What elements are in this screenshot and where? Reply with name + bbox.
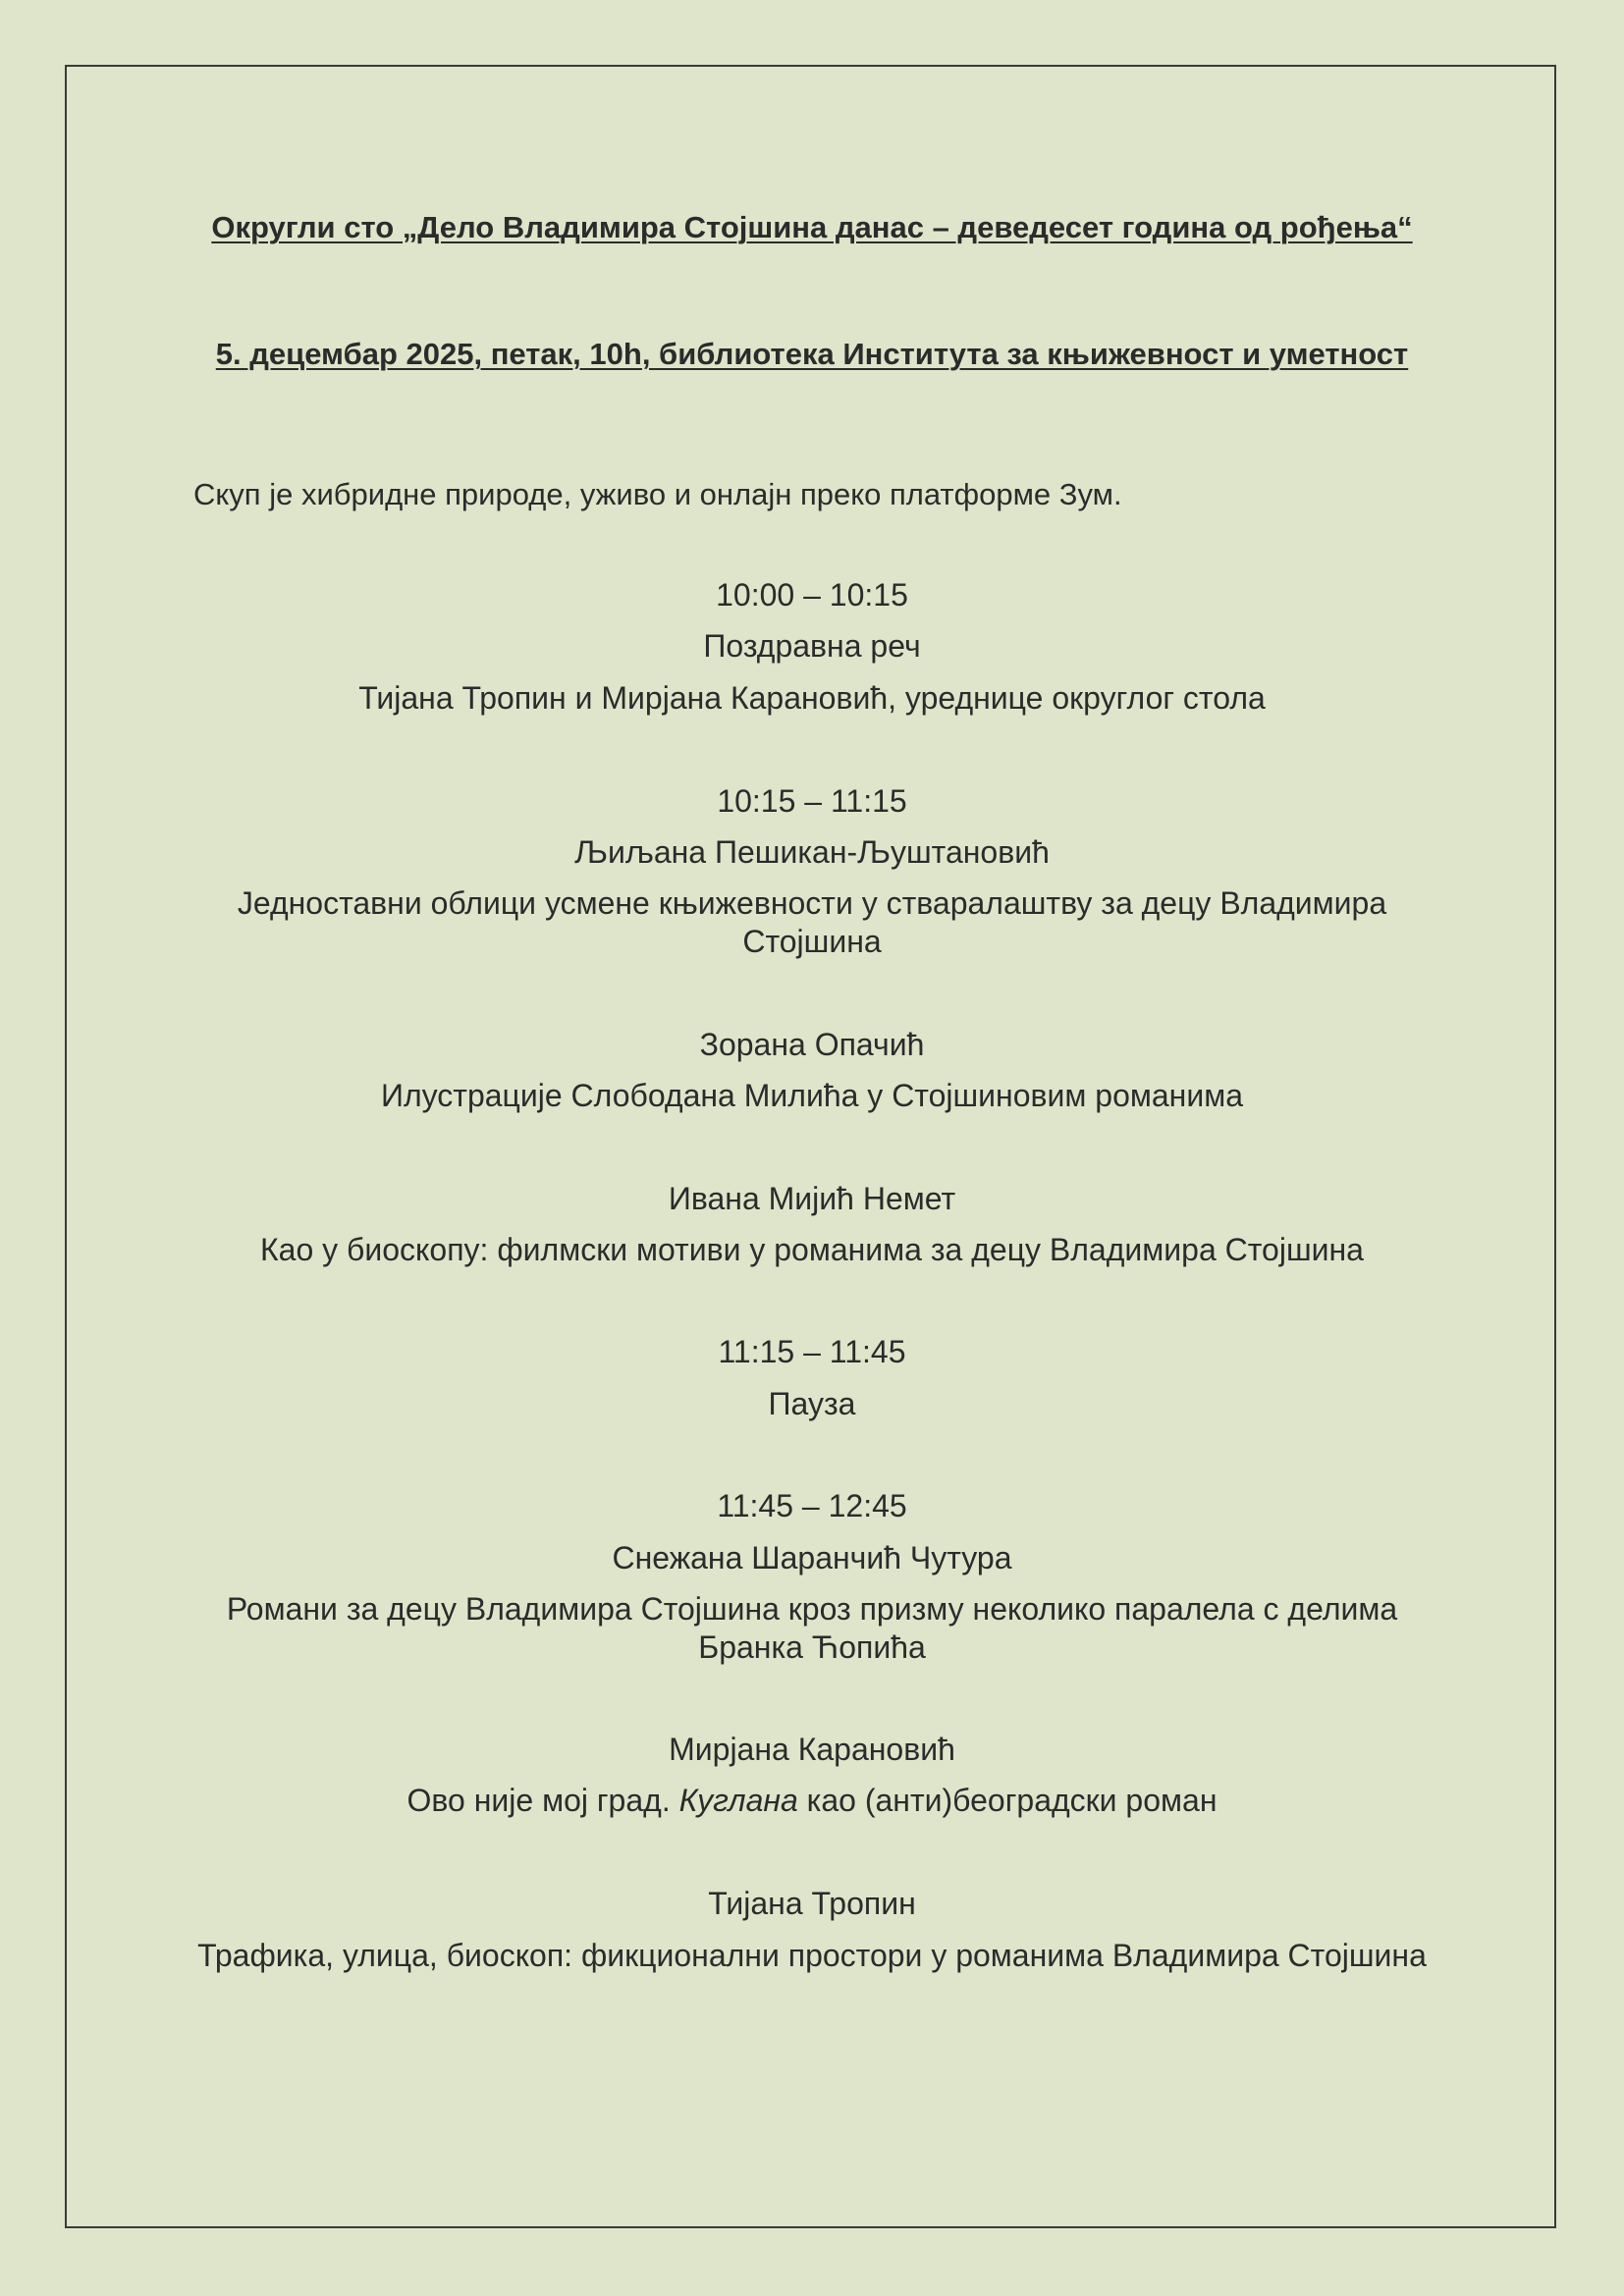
talk-speaker: Ивана Мијић Немет: [668, 1181, 956, 1216]
talk-speaker: Мирјана Карановић: [669, 1732, 955, 1767]
talk-speaker: Зорана Опачић: [699, 1027, 925, 1062]
talk-title-italic: Куглана: [678, 1783, 798, 1818]
break-label: Пауза: [768, 1386, 856, 1421]
break-time: 11:15 – 11:45: [718, 1334, 906, 1369]
intro-text: Скуп је хибридне природе, уживо и онлајн преко платформе Зум.: [193, 477, 1122, 511]
slot1-time: 10:00 – 10:15: [716, 577, 908, 613]
slot3-time: 11:45 – 12:45: [717, 1488, 907, 1523]
talk-title: [147, 1782, 1477, 1820]
talk-speaker: Снежана Шаранчић Чутура: [612, 1540, 1012, 1575]
talk-title-part: Ово није мој град.: [406, 1783, 671, 1818]
talk-title: Романи за децу Владимира Стојшина кроз призму неколико паралела с делима Бранка Ћопића: [226, 1591, 1398, 1665]
slot1-label: Поздравна реч: [703, 628, 921, 664]
talk-title: Као у биоскопу: филмски мотиви у романима за децу Владимира Стојшина: [260, 1232, 1364, 1267]
talk-title: Илустрације Слободана Милића у Стојшиновим романима: [380, 1078, 1244, 1113]
document-title: Округли сто „Дело Владимира Стојшина данас – деведесет година од рођења“: [211, 210, 1413, 244]
talk-speaker: Љиљана Пешикан-Љуштановић: [574, 834, 1050, 870]
slot1-speakers: Тијана Тропин и Мирјана Карановић, уреднице округлог стола: [358, 680, 1266, 716]
document-subtitle: 5. децембар 2025, петак, 10h, библиотека Института за књижевност и уметност: [215, 337, 1409, 371]
talk-title-part: као (анти)београдски роман: [806, 1783, 1218, 1818]
slot2-time: 10:15 – 11:15: [717, 783, 907, 819]
talk-title: Трафика, улица, биоскоп: фикционални простори у романима Владимира Стојшина: [197, 1938, 1427, 1973]
talk-speaker: Тијана Тропин: [708, 1886, 916, 1921]
talk-title: Једноставни облици усмене књижевности у стваралаштву за децу Владимира Стојшина: [237, 885, 1387, 959]
